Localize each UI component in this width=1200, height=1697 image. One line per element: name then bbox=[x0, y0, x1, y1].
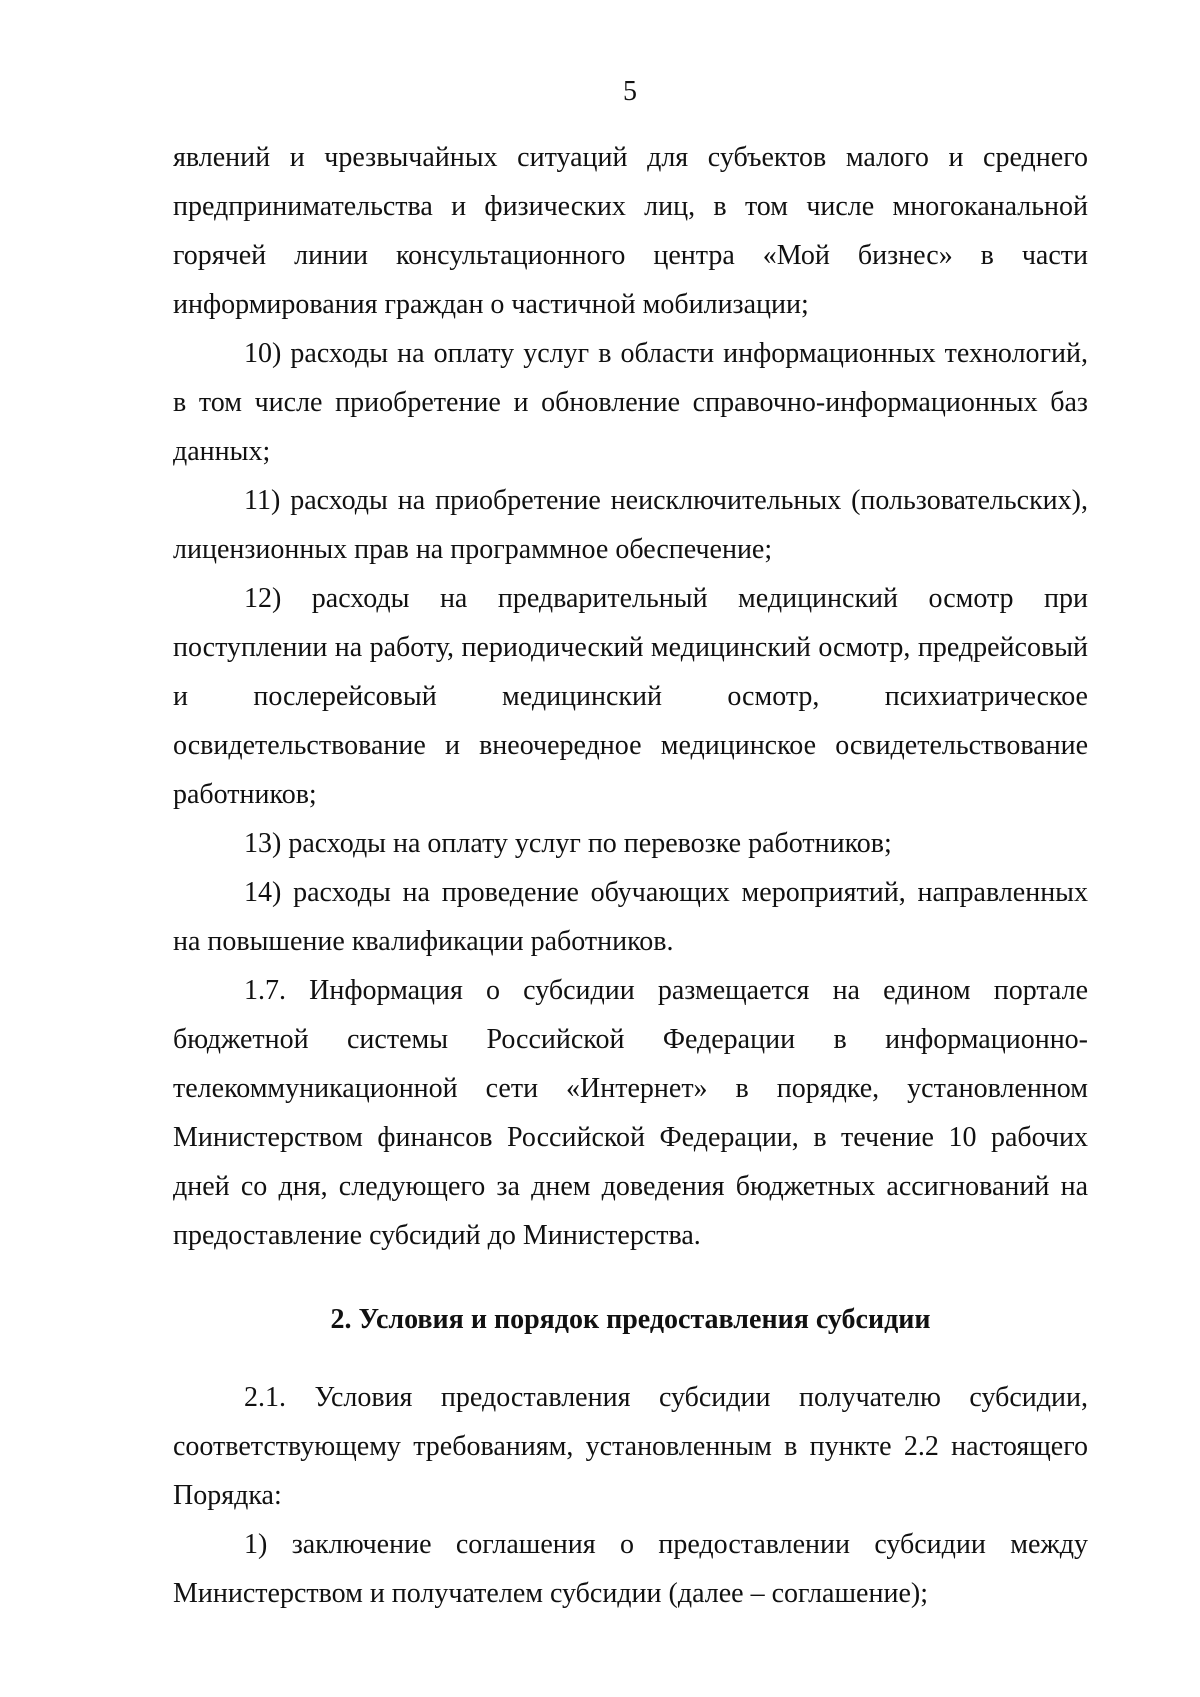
paragraph-item-14: 14) расходы на проведение обучающих мероприятий, направленных на повышение квалификации работников. bbox=[173, 877, 1088, 957]
document-body bbox=[173, 133, 1088, 1618]
paragraph-continuation: явлений и чрезвычайных ситуаций для субъектов малого и среднего предпринимательства и физических лиц, в том числе многоканальной горячей линии консультационного центра «Мой бизнес» в части информирования граждан о частичной мобилизации; bbox=[173, 142, 1088, 320]
paragraph-item-1: 1) заключение соглашения о предоставлении субсидии между Министерством и получателем субсидии (далее – соглашение); bbox=[173, 1529, 1088, 1609]
paragraph-2-1: 2.1. Условия предоставления субсидии получателю субсидии, соответствующему требованиям, установленным в пункте 2.2 настоящего Порядка: bbox=[173, 1382, 1088, 1511]
section-heading: 2. Условия и порядок предоставления субсидии bbox=[330, 1304, 931, 1335]
paragraph-item-13: 13) расходы на оплату услуг по перевозке работников; bbox=[244, 828, 892, 859]
paragraph-item-10: 10) расходы на оплату услуг в области информационных технологий, в том числе приобретение и обновление справочно-информационных баз данных; bbox=[173, 338, 1088, 467]
paragraph-item-11: 11) расходы на приобретение неисключительных (пользовательских), лицензионных прав на программное обеспечение; bbox=[173, 485, 1088, 565]
paragraph-item-12: 12) расходы на предварительный медицинский осмотр при поступлении на работу, периодический медицинский осмотр, предрейсовый и послерейсовый медицинский осмотр, психиатрическое освидетельствование и внеочередное медицинское освидетельствование работников; bbox=[173, 583, 1088, 810]
page-number: 5 bbox=[623, 76, 637, 107]
paragraph-1-7: 1.7. Информация о субсидии размещается на едином портале бюджетной системы Российской Федерации в информационно-телекоммуникационной сети «Интернет» в порядке, установленном Министерством финансов Российской Федерации, в течение 10 рабочих дней со дня, следующего за днем доведения бюджетных ассигнований на предоставление субсидий до Министерства. bbox=[173, 975, 1088, 1251]
